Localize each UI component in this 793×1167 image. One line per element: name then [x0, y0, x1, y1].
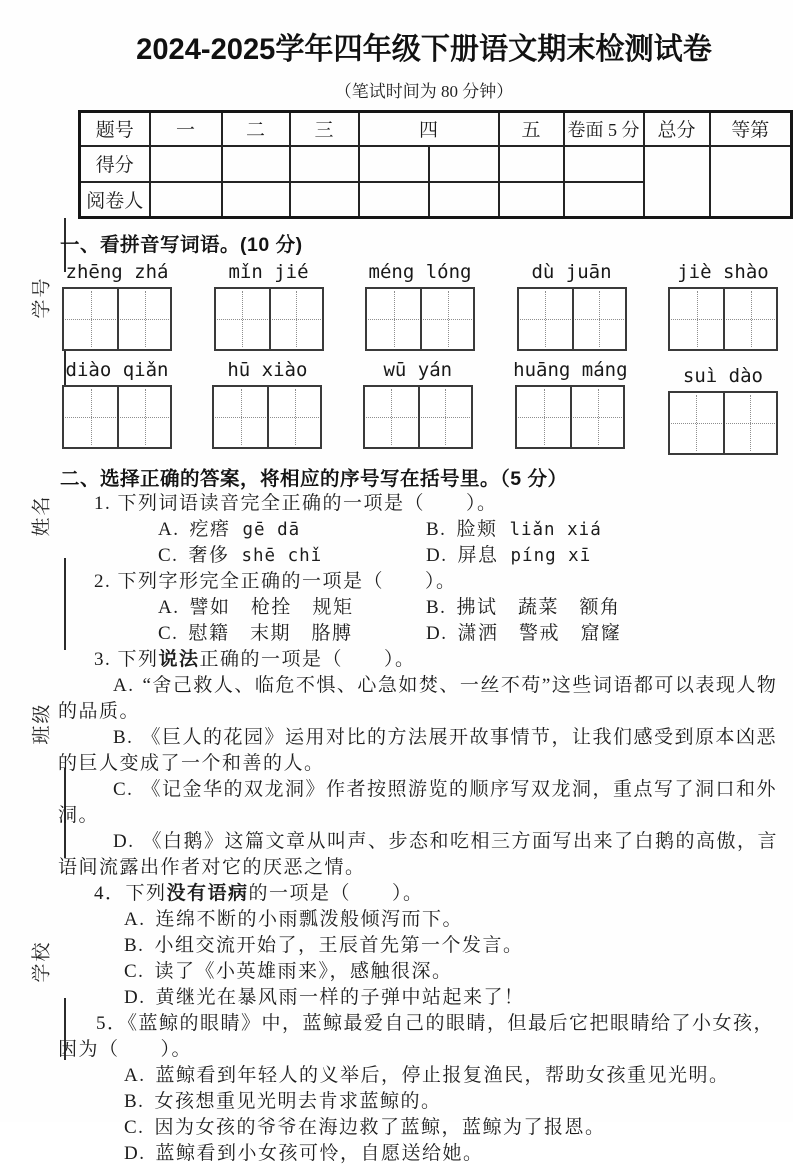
option-text: 《白鹅》这篇文章从叫声、步态和吃相三方面写出来了白鹅的高傲，言语间流露出作者对它的厌恶之情。: [58, 831, 778, 878]
score-row: [80, 146, 792, 182]
writing-grid: [668, 391, 778, 455]
writing-cell[interactable]: [365, 387, 418, 447]
header-total: 总分: [644, 112, 710, 146]
option-c: [158, 543, 426, 569]
option-b: [426, 517, 790, 543]
option-text: 蓝鲸看到小女孩可怜，自愿送给她。: [155, 1143, 484, 1164]
question-3-option-b: [58, 725, 790, 777]
question-3-option-a: [58, 673, 790, 725]
header-grade: 等第: [710, 112, 792, 146]
option-label: B.: [124, 935, 145, 956]
question-area: [58, 491, 790, 1167]
pinyin-row-1: [62, 261, 778, 351]
stem-text: 的一项是（ ）。: [248, 883, 424, 904]
writing-cell[interactable]: [572, 289, 625, 349]
pinyin-text: huāng máng: [513, 359, 628, 381]
pinyin-text: jiè shào: [677, 261, 769, 283]
question-5-option-a: [124, 1063, 790, 1089]
score-cell[interactable]: [499, 146, 564, 182]
option-label: C.: [158, 545, 179, 566]
option-pinyin: píng xī: [510, 546, 592, 566]
option-label: A.: [113, 675, 135, 696]
score-row-label: 得分: [80, 146, 150, 182]
pinyin-text: dù juān: [531, 261, 612, 283]
option-words: 慰籍 末期 胳膊: [188, 623, 353, 644]
option-label: B.: [113, 727, 134, 748]
exam-duration-note: （笔试时间为 80 分钟）: [334, 82, 514, 101]
stem-text: 4．下列: [94, 883, 167, 904]
section-two-heading: 二、选择正确的答案，将相应的序号写在括号里。（5 分）: [60, 468, 568, 490]
pinyin-word-group: [517, 261, 627, 351]
option-text: 蓝鲸看到年轻人的义举后，停止报复渔民，帮助女孩重见光明。: [155, 1065, 730, 1086]
option-label: C.: [124, 1117, 145, 1138]
writing-grid: [517, 287, 627, 351]
writing-cell[interactable]: [267, 387, 320, 447]
writing-grid: [62, 385, 172, 449]
option-label: B.: [426, 597, 447, 618]
score-table-header-row: [80, 112, 792, 146]
option-pinyin: gē dā: [242, 520, 301, 540]
student-number-text: 学号: [31, 275, 53, 319]
pinyin-word-group: [513, 359, 627, 455]
writing-grid: [363, 385, 473, 449]
writing-grid: [214, 287, 324, 351]
pinyin-text: suì dào: [682, 365, 763, 387]
writing-cell[interactable]: [517, 387, 570, 447]
header-part-2: 二: [222, 112, 290, 146]
option-label: B.: [124, 1091, 145, 1112]
grade-cell[interactable]: [710, 146, 792, 218]
option-label: A.: [124, 909, 146, 930]
question-5-option-d: [124, 1141, 790, 1167]
question-4-option-a: [124, 907, 790, 933]
question-5-option-b: [124, 1089, 790, 1115]
header-part-4: 四: [359, 112, 499, 146]
writing-cell[interactable]: [670, 393, 723, 453]
option-b: [426, 595, 790, 621]
question-4-stem: [94, 881, 790, 907]
option-label: C.: [113, 779, 134, 800]
option-d: [426, 543, 790, 569]
pinyin-text: méng lóng: [368, 261, 472, 283]
option-a: [158, 517, 426, 543]
pinyin-row-2: [62, 359, 778, 455]
option-text: 女孩想重见光明去肯求蓝鲸的。: [154, 1091, 442, 1112]
grader-cell[interactable]: [150, 182, 222, 218]
option-text: 读了《小英雄雨来》，感触很深。: [154, 961, 453, 982]
grader-cell[interactable]: [429, 182, 499, 218]
pinyin-text: zhēng zhá: [65, 261, 169, 283]
exam-content: [58, 0, 790, 1167]
grader-row-label: 阅卷人: [80, 182, 150, 218]
option-words: 潇洒 警戒 窟窿: [457, 623, 622, 644]
option-words: 譬如 枪拴 规矩: [189, 597, 354, 618]
question-4-option-b: [124, 933, 790, 959]
writing-cell[interactable]: [723, 393, 776, 453]
header-question-number: 题号: [80, 112, 150, 146]
stem-emphasis: 说法: [158, 649, 200, 670]
page-title: 2024-2025学年四年级下册语文期末检测试卷: [136, 33, 712, 66]
stem-text: 3. 下列: [94, 649, 159, 670]
option-label: B.: [426, 519, 447, 540]
writing-cell[interactable]: [418, 387, 471, 447]
writing-cell[interactable]: [723, 289, 776, 349]
option-word: 奢侈: [188, 545, 230, 566]
grader-cell[interactable]: [222, 182, 290, 218]
header-part-1: 一: [150, 112, 222, 146]
name-text: 姓名: [31, 493, 53, 537]
writing-grid: [62, 287, 172, 351]
score-cell[interactable]: [150, 146, 222, 182]
section-one-heading: 一、看拼音写词语。(10 分): [60, 234, 303, 256]
option-text: 连绵不断的小雨瓢泼般倾泻而下。: [155, 909, 463, 930]
grader-cell[interactable]: [499, 182, 564, 218]
stem-text: 正确的一项是（ ）。: [199, 649, 416, 670]
pinyin-text: diào qiǎn: [65, 359, 169, 381]
question-4-option-d: [124, 985, 790, 1011]
score-table: [78, 110, 793, 219]
score-cell[interactable]: [429, 146, 499, 182]
question-1-options: [158, 517, 790, 569]
pinyin-text: mǐn jié: [228, 261, 309, 283]
pinyin-word-group: [363, 359, 473, 455]
score-cell[interactable]: [290, 146, 359, 182]
question-4-option-c: [124, 959, 790, 985]
writing-cell[interactable]: [117, 289, 170, 349]
writing-grid: [668, 287, 778, 351]
class-label: [16, 699, 64, 747]
writing-cell[interactable]: [117, 387, 170, 447]
writing-cell[interactable]: [216, 289, 269, 349]
option-words: 拂试 蔬菜 额角: [456, 597, 621, 618]
option-label: A.: [158, 519, 180, 540]
name-label: [16, 491, 64, 539]
score-cell[interactable]: [359, 146, 429, 182]
option-label: D.: [426, 545, 448, 566]
pinyin-word-group: [668, 365, 778, 455]
school-label: [16, 937, 64, 985]
writing-cell[interactable]: [269, 289, 322, 349]
writing-cell[interactable]: [420, 289, 473, 349]
writing-cell[interactable]: [367, 289, 420, 349]
pinyin-word-group: [212, 359, 322, 455]
question-3-option-d: [58, 829, 790, 881]
writing-cell[interactable]: [64, 289, 117, 349]
option-a: [158, 595, 426, 621]
question-3-stem: [94, 647, 790, 673]
pinyin-word-group: [62, 359, 172, 455]
pinyin-word-group: [668, 261, 778, 351]
header-neatness: 卷面 5 分: [564, 112, 644, 146]
option-label: D.: [124, 1143, 146, 1164]
question-3-option-c: [58, 777, 790, 829]
option-text: 因为女孩的爷爷在海边救了蓝鲸，蓝鲸为了报恩。: [154, 1117, 606, 1138]
score-cell[interactable]: [564, 146, 644, 182]
grader-cell[interactable]: [359, 182, 429, 218]
option-pinyin: liǎn xiá: [509, 520, 602, 540]
option-label: C.: [158, 623, 179, 644]
option-label: D.: [426, 623, 448, 644]
question-1-stem: 1. 下列词语读音完全正确的一项是（ ）。: [94, 493, 498, 514]
grader-cell[interactable]: [290, 182, 359, 218]
option-word: 疙瘩: [189, 519, 231, 540]
student-number-label: [16, 273, 64, 321]
option-text: 《记金华的双龙洞》作者按照游览的顺序写双龙洞，重点写了洞口和外洞。: [58, 779, 777, 826]
option-text: 黄继光在暴风雨一样的子弹中站起来了！: [155, 987, 525, 1008]
header-part-3: 三: [290, 112, 359, 146]
option-text: 《巨人的花园》运用对比的方法展开故事情节，让我们感受到原本凶恶的巨人变成了一个和善的人。: [58, 727, 777, 774]
option-label: D.: [113, 831, 135, 852]
option-text: 小组交流开始了，王辰首先第一个发言。: [154, 935, 524, 956]
total-score-cell[interactable]: [644, 146, 710, 218]
option-label: A.: [124, 1065, 146, 1086]
score-cell[interactable]: [222, 146, 290, 182]
writing-cell[interactable]: [64, 387, 117, 447]
header-part-5: 五: [499, 112, 564, 146]
pinyin-word-group: [365, 261, 475, 351]
option-d: [426, 621, 790, 647]
option-label: C.: [124, 961, 145, 982]
writing-grid: [212, 385, 322, 449]
option-pinyin: shē chǐ: [241, 546, 323, 566]
pinyin-word-group: [214, 261, 324, 351]
school-text: 学校: [31, 939, 53, 983]
option-word: 屏息: [457, 545, 499, 566]
question-2-options: [158, 595, 790, 647]
writing-grid: [515, 385, 625, 449]
writing-cell[interactable]: [519, 289, 572, 349]
pinyin-word-group: [62, 261, 172, 351]
pinyin-text: wū yán: [383, 359, 453, 381]
pinyin-text: hū xiào: [227, 359, 308, 381]
option-label: A.: [158, 597, 180, 618]
question-2-stem: 2. 下列字形完全正确的一项是（ ）。: [94, 571, 457, 592]
question-5-stem: 5．《蓝鲸的眼睛》中，蓝鲸最爱自己的眼睛，但最后它把眼睛给了小女孩，因为（ ）。: [58, 1013, 775, 1060]
writing-cell[interactable]: [214, 387, 267, 447]
stem-emphasis: 没有语病: [166, 883, 249, 904]
option-label: D.: [124, 987, 146, 1008]
writing-cell[interactable]: [570, 387, 623, 447]
option-c: [158, 621, 426, 647]
option-text: “舍己救人、临危不惧、心急如焚、一丝不苟”这些词语都可以表现人物的品质。: [58, 675, 778, 722]
writing-grid: [365, 287, 475, 351]
class-text: 班级: [31, 701, 53, 745]
writing-cell[interactable]: [670, 289, 723, 349]
option-word: 脸颊: [456, 519, 498, 540]
question-5-option-c: [124, 1115, 790, 1141]
grader-cell[interactable]: [564, 182, 644, 218]
